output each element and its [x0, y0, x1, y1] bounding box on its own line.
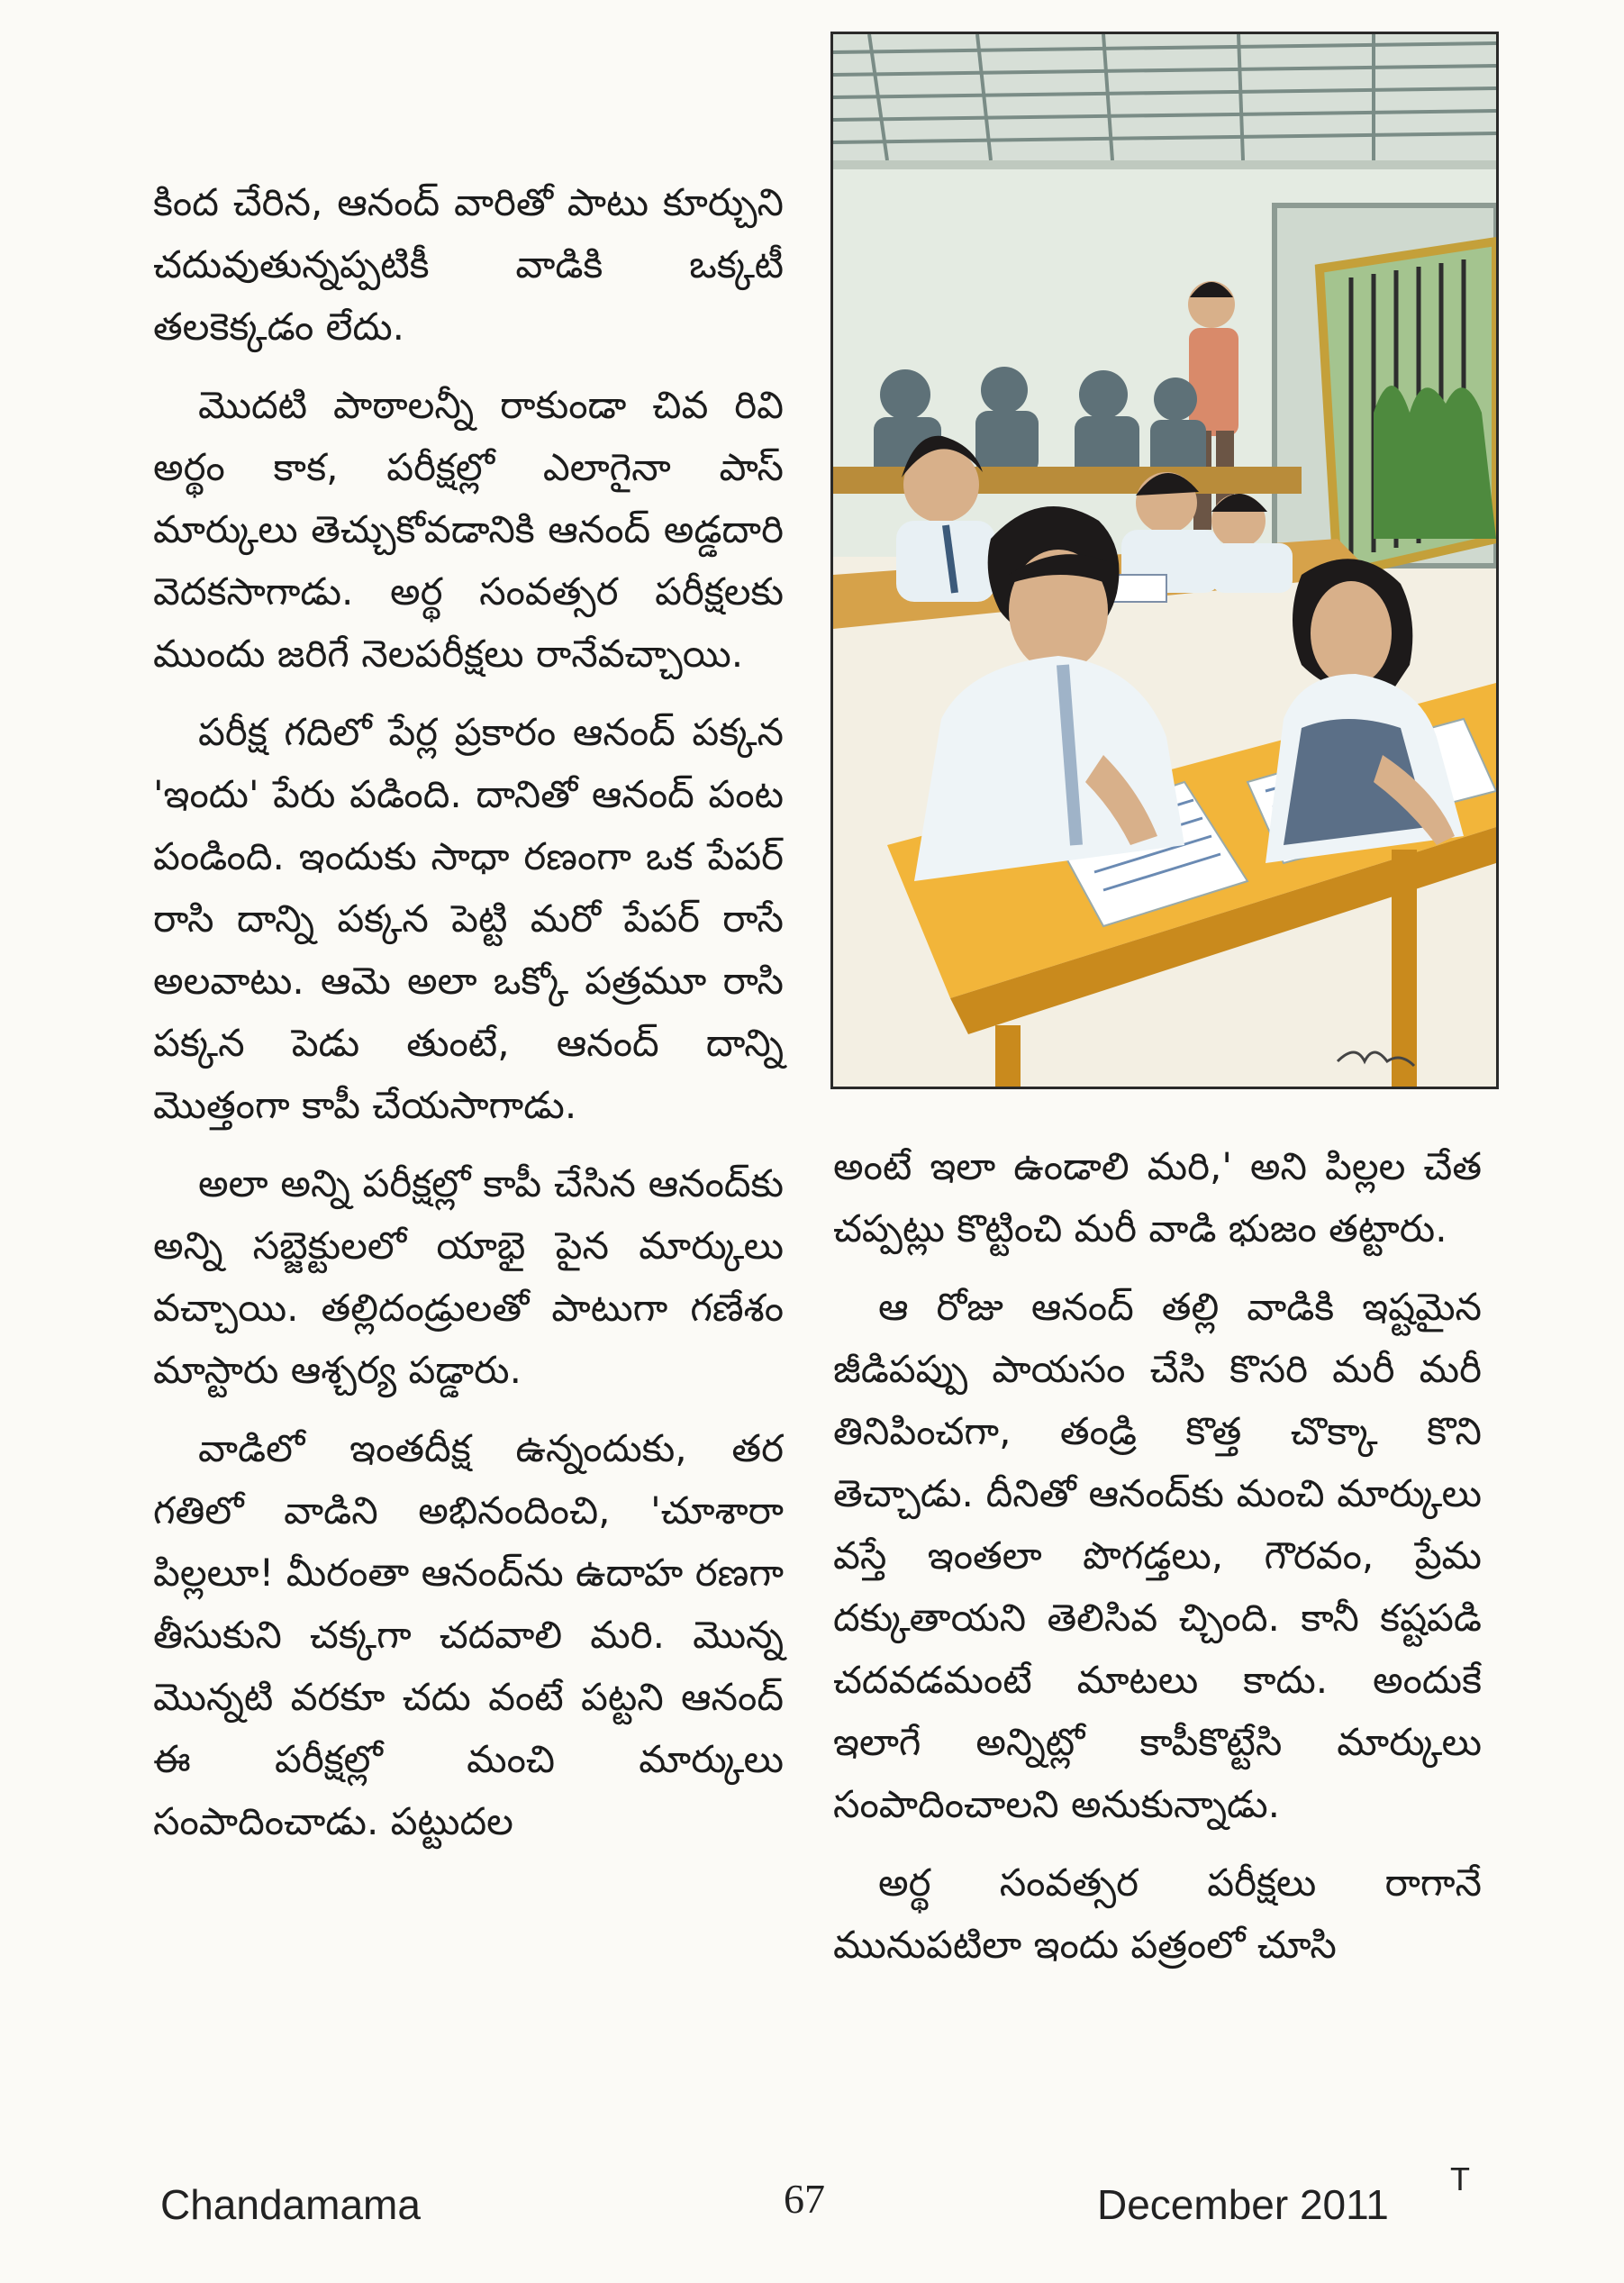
paragraph: పరీక్ష గదిలో పేర్ల ప్రకారం ఆనంద్ పక్కన 'ఇందు' పేరు పడింది. దానితో ఆనంద్ పంట పండింది. ఇందుకు సాధా రణంగా ఒక పేపర్ రాసి దాన్ని పక్కన పెట్టి మరో పేపర్ రాసే అలవాటు. ఆమె అలా ఒక్కో పత్రమూ రాసి పక్కన పెడు తుంటే, ఆనంద్ దాన్ని మొత్తంగా కాపీ చేయసాగాడు.: [153, 710, 784, 1127]
paragraph: వాడిలో ఇంతదీక్ష ఉన్నందుకు, తర గతిలో వాడిని అభినందించి, 'చూశారా పిల్లలూ! మీరంతా ఆనంద్‌ను ఉదాహ రణగా తీసుకుని చక్కగా చదవాలి మరి. మొన్న మొన్నటి వరకూ చదు వంటే పట్టని ఆనంద్ ఈ పరీక్షల్లో మంచి మార్కులు సంపాదించాడు. పట్టుదల: [153, 1426, 784, 1843]
magazine-name: Chandamama: [160, 2181, 421, 2228]
paragraph: కింద చేరిన, ఆనంద్ వారితో పాటు కూర్చుని చదువుతున్నప్పటికీ వాడికి ఒక్కటీ తలకెక్కడం లేదు.: [153, 180, 784, 349]
issue-date: December 2011: [1097, 2181, 1389, 2228]
story-illustration: [830, 32, 1499, 1089]
paragraph: మొదటి పాఠాలన్నీ రాకుండా చివ రివి అర్థం కాక, పరీక్షల్లో ఎలాగైనా పాస్ మార్కులు తెచ్చుకోవడానికి ఆనంద్ అడ్డదారి వెదకసాగాడు. అర్థ సంవత్సర పరీక్షలకు ముందు జరిగే నెలపరీక్షలు రానేవచ్చాయి.: [153, 383, 784, 676]
right-text-column: [833, 1135, 1482, 1992]
left-text-column: [153, 171, 784, 1869]
classroom-exam-illustration-icon: [833, 34, 1496, 1087]
footer-mark: T: [1450, 2160, 1470, 2197]
paragraph: అలా అన్ని పరీక్షల్లో కాపీ చేసిన ఆనంద్‌కు అన్ని సబ్జెక్టులలో యాభై పైన మార్కులు వచ్చాయి. తల్లిదండ్రులతో పాటుగా గణేశం మాస్టారు ఆశ్చర్య పడ్డారు.: [153, 1161, 784, 1392]
paragraph: అంటే ఇలా ఉండాలి మరి,' అని పిల్లల చేత చప్పట్లు కొట్టించి మరీ వాడి భుజం తట్టారు.: [833, 1144, 1482, 1251]
paragraph: అర్థ సంవత్సర పరీక్షలు రాగానే మునుపటిలా ఇందు పత్రంలో చూసి: [833, 1860, 1482, 1967]
paragraph: ఆ రోజు ఆనంద్ తల్లి వాడికి ఇష్టమైన జీడిపప్పు పాయసం చేసి కొసరి మరీ మరీ తినిపించగా, తండ్రి కొత్త చొక్కా కొని తెచ్చాడు. దీనితో ఆనంద్‌కు మంచి మార్కులు వస్తే ఇంతలా పొగడ్తలు, గౌరవం, ప్రేమ దక్కుతాయని తెలిసివ చ్చింది. కానీ కష్టపడి చదవడమంటే మాటలు కాదు. అందుకే ఇలాగే అన్నిట్లో కాపీకొట్టేసి మార్కులు సంపాదించాలని అనుకున్నాడు.: [833, 1285, 1482, 1826]
page-number: 67: [784, 2176, 825, 2222]
